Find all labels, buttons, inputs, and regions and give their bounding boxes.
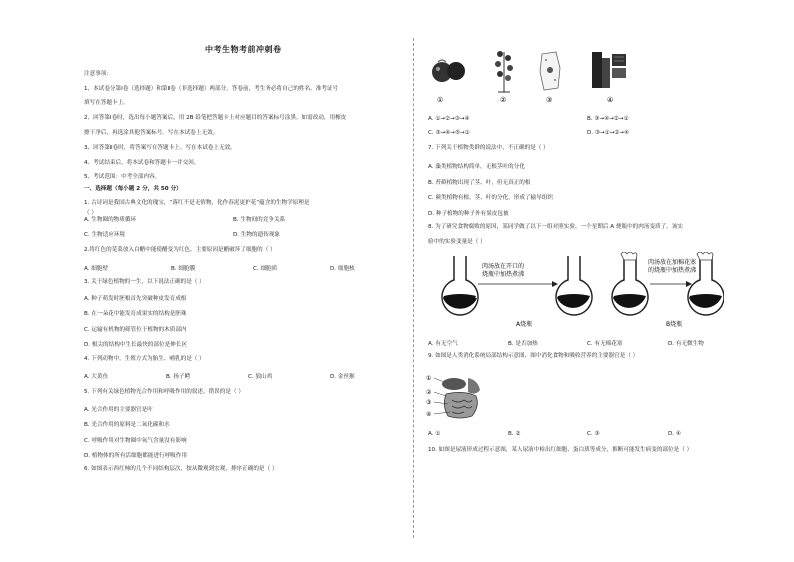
flask-a-label: A烧瓶	[516, 321, 533, 328]
flask-b-text-1: 肉汤放在加棉花塞	[648, 259, 697, 266]
q9-figure	[424, 370, 504, 426]
q7-option-b: B. 苔藓植物出现了茎、叶，但无真正的根	[428, 180, 531, 186]
flask-a-text-2: 烧瓶中加热煮沸	[482, 271, 525, 278]
q3-option-a: A. 种子萌发时胚根首先突破种皮发育成根	[84, 296, 187, 302]
notice-line: 3、回答第Ⅱ卷时，将答案写在答题卡上。写在本试卷上无效。	[84, 145, 236, 151]
q4-option-d: D. 金丝猴	[330, 374, 355, 380]
digestive-system-icon	[442, 378, 480, 418]
q9-option-d: D. ④	[668, 431, 681, 437]
flask-a-result-icon	[556, 256, 592, 315]
q7-option-a: A. 藻类植物结构简单，无根茎叶的分化	[428, 164, 525, 170]
q6-fig-label-4: ④	[607, 96, 614, 104]
q3-stem: 3. 关于绿色植物的一生，以下说法正确的是（ ）	[84, 279, 205, 285]
q2-option-d: D. 细胞核	[330, 266, 355, 272]
q7-stem: 7. 下列关于植物类群的说法中，不正确的是（ ）	[428, 145, 549, 151]
q5-option-a: A. 光合作用的主要器官是叶	[84, 407, 153, 413]
flask-b-text-2: 的烧瓶中加热煮沸	[648, 267, 697, 274]
arrow-a-icon	[478, 281, 558, 287]
q8-option-d: D. 有无微生物	[668, 341, 704, 347]
q8-option-a: A. 有无空气	[428, 341, 458, 347]
notice-line: 擦干净后，再选涂其他答案标号。写在本试卷上无效。	[84, 130, 219, 136]
q5-option-c: C. 呼吸作用对生物圈中氧气含量没有影响	[84, 438, 187, 444]
q1-option-d: D. 生物的遗传现象	[233, 232, 281, 238]
q6-fig-label-2: ②	[500, 96, 507, 104]
section-heading: 一、选择题（每小题 2 分，共 50 分）	[84, 186, 182, 192]
q2-option-c: C. 细胞质	[253, 266, 278, 272]
q9-fig-label-3: ③	[426, 399, 432, 406]
q5-option-d: D. 植物体的所有活细胞都能进行呼吸作用	[84, 453, 187, 459]
q4-stem: 4. 下列动物中，生殖方式为胎生、哺乳的是（ ）	[84, 356, 205, 362]
q6-option-c: C. ③→④→⑤→①	[428, 130, 470, 136]
tomato-plant-icon	[495, 51, 513, 92]
q6-fig-label-3: ③	[546, 96, 553, 104]
notice-line: 2、回答第Ⅰ卷时，选出每小题答案后，用 2B 铅笔把答题卡上对应题目的答案标号涂黑。如需改动，用橡皮	[84, 115, 347, 121]
q6-option-b: B. ③→④→②→①	[587, 116, 629, 122]
q9-fig-label-2: ②	[426, 389, 432, 396]
q8-figure	[424, 252, 724, 332]
notice-line: 1、本试卷分第Ⅰ卷（选择题）和第Ⅱ卷（非选择题）两部分。答卷前，考生务必将自己的姓名、准考证号	[84, 86, 339, 92]
arrow-b-icon	[650, 281, 692, 287]
q1-stem-cont: （ ）	[84, 210, 97, 216]
q9-fig-label-4: ④	[426, 411, 432, 418]
plant-cell-icon	[540, 52, 560, 90]
q1-stem: 1. 古诗词是我国古典文化的瑰宝，“落红不是无情物，化作春泥更护花”蕴含的生物学原理是	[84, 200, 310, 206]
q9-fig-label-1: ①	[426, 375, 432, 382]
flask-b-icon	[612, 252, 648, 315]
q3-option-d: D. 根尖的结构中生长最快的部位是伸长区	[84, 342, 187, 348]
flask-b-label: B烧瓶	[666, 321, 683, 328]
q9-stem: 9. 如图是人类消化系统局部结构示意图，图中消化食物和吸收营养的主要器官是（ ）	[428, 353, 639, 359]
notice-line: 填写在答题卡上。	[84, 100, 129, 106]
q4-option-c: C. 狼山鸡	[248, 374, 273, 380]
q8-stem: 8. 为了研究食物腐败的原因，某同学做了以下一组对照实验，一个星期后 A 烧瓶中的肉汤变质了。该实	[428, 224, 684, 230]
q9-option-a: A. ①	[428, 431, 441, 437]
column-divider	[413, 38, 414, 538]
q7-option-d: D. 种子植物的种子外有果皮包被	[428, 211, 509, 217]
q4-option-b: B. 扬子鳄	[166, 374, 191, 380]
q6-stem: 6. 如图表示西红柿的几个不同结构层次，按从微观到宏观，排序正确的是（ ）	[84, 466, 278, 472]
flask-a-icon	[442, 256, 478, 315]
q5-stem: 5. 下列有关绿色植物光合作用和呼吸作用的叙述，错误的是（ ）	[84, 389, 244, 395]
tomato-fruit-icon	[432, 60, 465, 82]
q9-option-b: B. ②	[508, 431, 521, 437]
notice-heading: 注意事项：	[84, 71, 112, 77]
q6-figure	[424, 44, 644, 104]
q7-option-c: C. 蕨类植物有根、茎、叶的分化，形成了输导组织	[428, 195, 553, 201]
notice-line: 5、考试范围：中考全部内容。	[84, 174, 161, 180]
notice-line: 4、考试结束后，将本试卷和答题卡一并交回。	[84, 160, 200, 166]
q2-option-a: A. 细胞壁	[84, 266, 109, 272]
q1-option-b: B. 生物间的竞争关系	[233, 217, 286, 223]
q6-fig-label-1: ①	[437, 96, 444, 104]
q8-option-c: C. 有无棉花塞	[587, 341, 623, 347]
q8-option-b: B. 是否加热	[508, 341, 538, 347]
q6-option-a: A. ①→②→③→④	[428, 116, 470, 122]
q2-stem: 2.将红色的苋菜放入白醋中能使醋变为红色，主要原因是醋破坏了细胞的（ ）	[84, 247, 276, 253]
q9-option-c: C. ③	[587, 431, 600, 437]
q4-option-a: A. 大黄鱼	[84, 374, 109, 380]
q3-option-c: C. 运输有机物的筛管位于植物的木质部内	[84, 327, 187, 333]
q8-stem-cont: 验中的实验变量是（ ）	[428, 239, 486, 245]
q6-option-d: D. ③→①→②→④	[587, 130, 629, 136]
tissue-icon	[592, 52, 626, 88]
q10-stem: 10. 如图是尿液形成过程示意图，某人尿液中检出红细胞、蛋白质等成分，推断可能发生病变的部位是（ ）	[428, 447, 693, 453]
page-title: 中考生物考前冲刺卷	[205, 45, 282, 54]
q3-option-b: B. 在一朵花中能发育成果实的结构是胚珠	[84, 311, 187, 317]
q5-option-b: B. 光合作用的原料是二氧化碳和水	[84, 422, 170, 428]
flask-a-text-1: 肉汤放在开口的	[482, 263, 525, 270]
q2-option-b: B. 细胞膜	[171, 266, 196, 272]
q1-option-c: C. 生物适应环境	[84, 232, 126, 238]
q1-option-a: A. 生物圈的物质循环	[84, 217, 137, 223]
